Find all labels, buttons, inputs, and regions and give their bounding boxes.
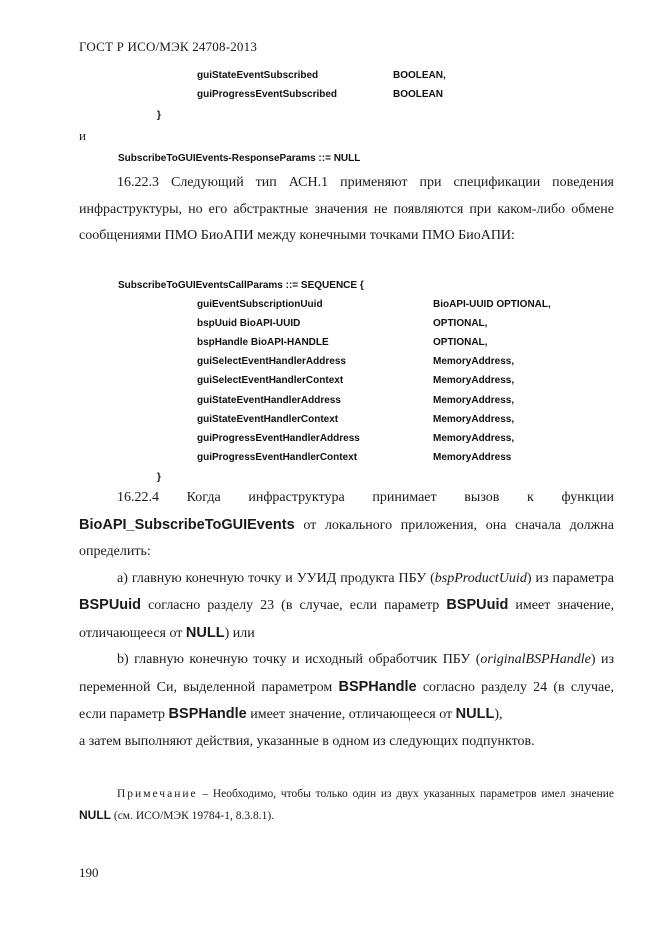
param-name: BSPHandle <box>168 706 247 722</box>
asn-field: guiStateEventSubscribed <box>197 70 319 81</box>
param-name: NULL <box>455 706 495 722</box>
conjunction: и <box>79 128 86 143</box>
param-name: NULL <box>79 808 111 822</box>
asn-field: guiSelectEventHandlerAddress <box>197 356 346 367</box>
section-16-22-3 <box>79 170 614 250</box>
asn-type: MemoryAddress, <box>433 356 515 367</box>
italic-term: originalBSPHandle <box>480 652 591 667</box>
asn-field: guiProgressEventSubscribed <box>197 89 338 100</box>
asn-field: guiStateEventHandlerContext <box>197 414 339 425</box>
asn-field: guiStateEventHandlerAddress <box>197 395 341 406</box>
asn-type: BOOLEAN <box>393 89 443 100</box>
word: функции <box>561 490 614 505</box>
param-name: BSPUuid <box>446 597 509 613</box>
item-a <box>79 566 614 648</box>
asn-type: BOOLEAN, <box>393 70 446 81</box>
text: имеет значение, отличающееся от <box>246 707 456 722</box>
asn-field: guiSelectEventHandlerContext <box>197 375 344 386</box>
asn-close-brace: } <box>157 472 161 483</box>
text: согласно разделу 23 (в случае, если параметр <box>141 598 447 613</box>
text: (см. ИСО/МЭК 19784-1, 8.3.8.1). <box>111 810 275 822</box>
asn-call-params-header: SubscribeToGUIEventsCallParams ::= SEQUENCE { <box>118 280 364 291</box>
asn-response-params: SubscribeToGUIEvents-ResponseParams ::= NULL <box>118 153 361 164</box>
italic-term: bspProductUuid <box>434 570 527 586</box>
text: ) из переменной Си, выделенной параметром <box>79 652 614 695</box>
asn-type: MemoryAddress, <box>433 414 515 425</box>
section-16-22-4-first-line <box>79 485 614 512</box>
asn-field: guiProgressEventHandlerAddress <box>197 433 360 444</box>
asn-type: MemoryAddress <box>433 452 512 463</box>
text: а) главную конечную точку и УУИД продукта ПБУ ( <box>117 570 435 586</box>
word: к <box>527 490 534 505</box>
text: имеет значение, отличающееся от <box>79 598 614 641</box>
asn-field: guiProgressEventHandlerContext <box>197 452 358 463</box>
text: ) или <box>224 625 255 641</box>
page-header: ГОСТ Р ИСО/МЭК 24708-2013 <box>79 39 258 54</box>
asn-field: guiEventSubscriptionUuid <box>197 299 323 310</box>
asn-type: OPTIONAL, <box>433 318 488 329</box>
asn-type: MemoryAddress, <box>433 395 515 406</box>
text: от локального приложения, она сначала должна определить: <box>79 517 614 559</box>
section-16-22-4-continuation <box>79 512 614 566</box>
item-b <box>79 647 614 729</box>
param-name: BSPUuid <box>79 597 142 613</box>
asn-type: MemoryAddress, <box>433 375 515 386</box>
word: инфраструктура <box>248 490 345 505</box>
asn-type: OPTIONAL, <box>433 337 488 348</box>
word: Когда <box>186 490 221 505</box>
asn-field: bspHandle BioAPI-HANDLE <box>197 337 329 348</box>
text: согласно разделу 24 (в случае, если параметр <box>79 679 614 722</box>
param-name: BSPHandle <box>338 678 417 695</box>
note <box>79 784 614 827</box>
param-name: NULL <box>185 624 225 641</box>
asn-field: bspUuid BioAPI-UUID <box>197 318 301 329</box>
section-number: 16.22.4 <box>117 490 159 505</box>
section-16-22-4 <box>79 485 614 755</box>
text: ) из параметра <box>526 570 614 586</box>
note-label: Примечание <box>117 788 198 800</box>
note-text <box>79 784 614 827</box>
asn-type: BioAPI-UUID OPTIONAL, <box>433 299 551 310</box>
asn-type: MemoryAddress, <box>433 433 515 444</box>
word: принимает <box>372 490 437 505</box>
page-number: 190 <box>79 865 99 880</box>
asn-close-brace: } <box>157 110 161 121</box>
conclusion: а затем выполняют действия, указанные в одном из следующих подпунктов. <box>79 733 535 749</box>
word: вызов <box>464 490 500 505</box>
text: b) главную конечную точку и исходный обработчик ПБУ ( <box>117 652 481 667</box>
section-16-22-3-text: 16.22.3 Следующий тип АСН.1 применяют при спецификации поведения инфраструктуры, но его абстрактные значения не появляются при каком-либо обмене сообщениями ПМО БиоАПИ между конечными точками ПМО БиоАПИ: <box>79 175 614 243</box>
function-name: BioAPI_SubscribeToGUIEvents <box>79 516 295 533</box>
text: ), <box>494 707 503 722</box>
text: – Необходимо, чтобы только один из двух указанных параметров имел значение <box>197 788 614 800</box>
